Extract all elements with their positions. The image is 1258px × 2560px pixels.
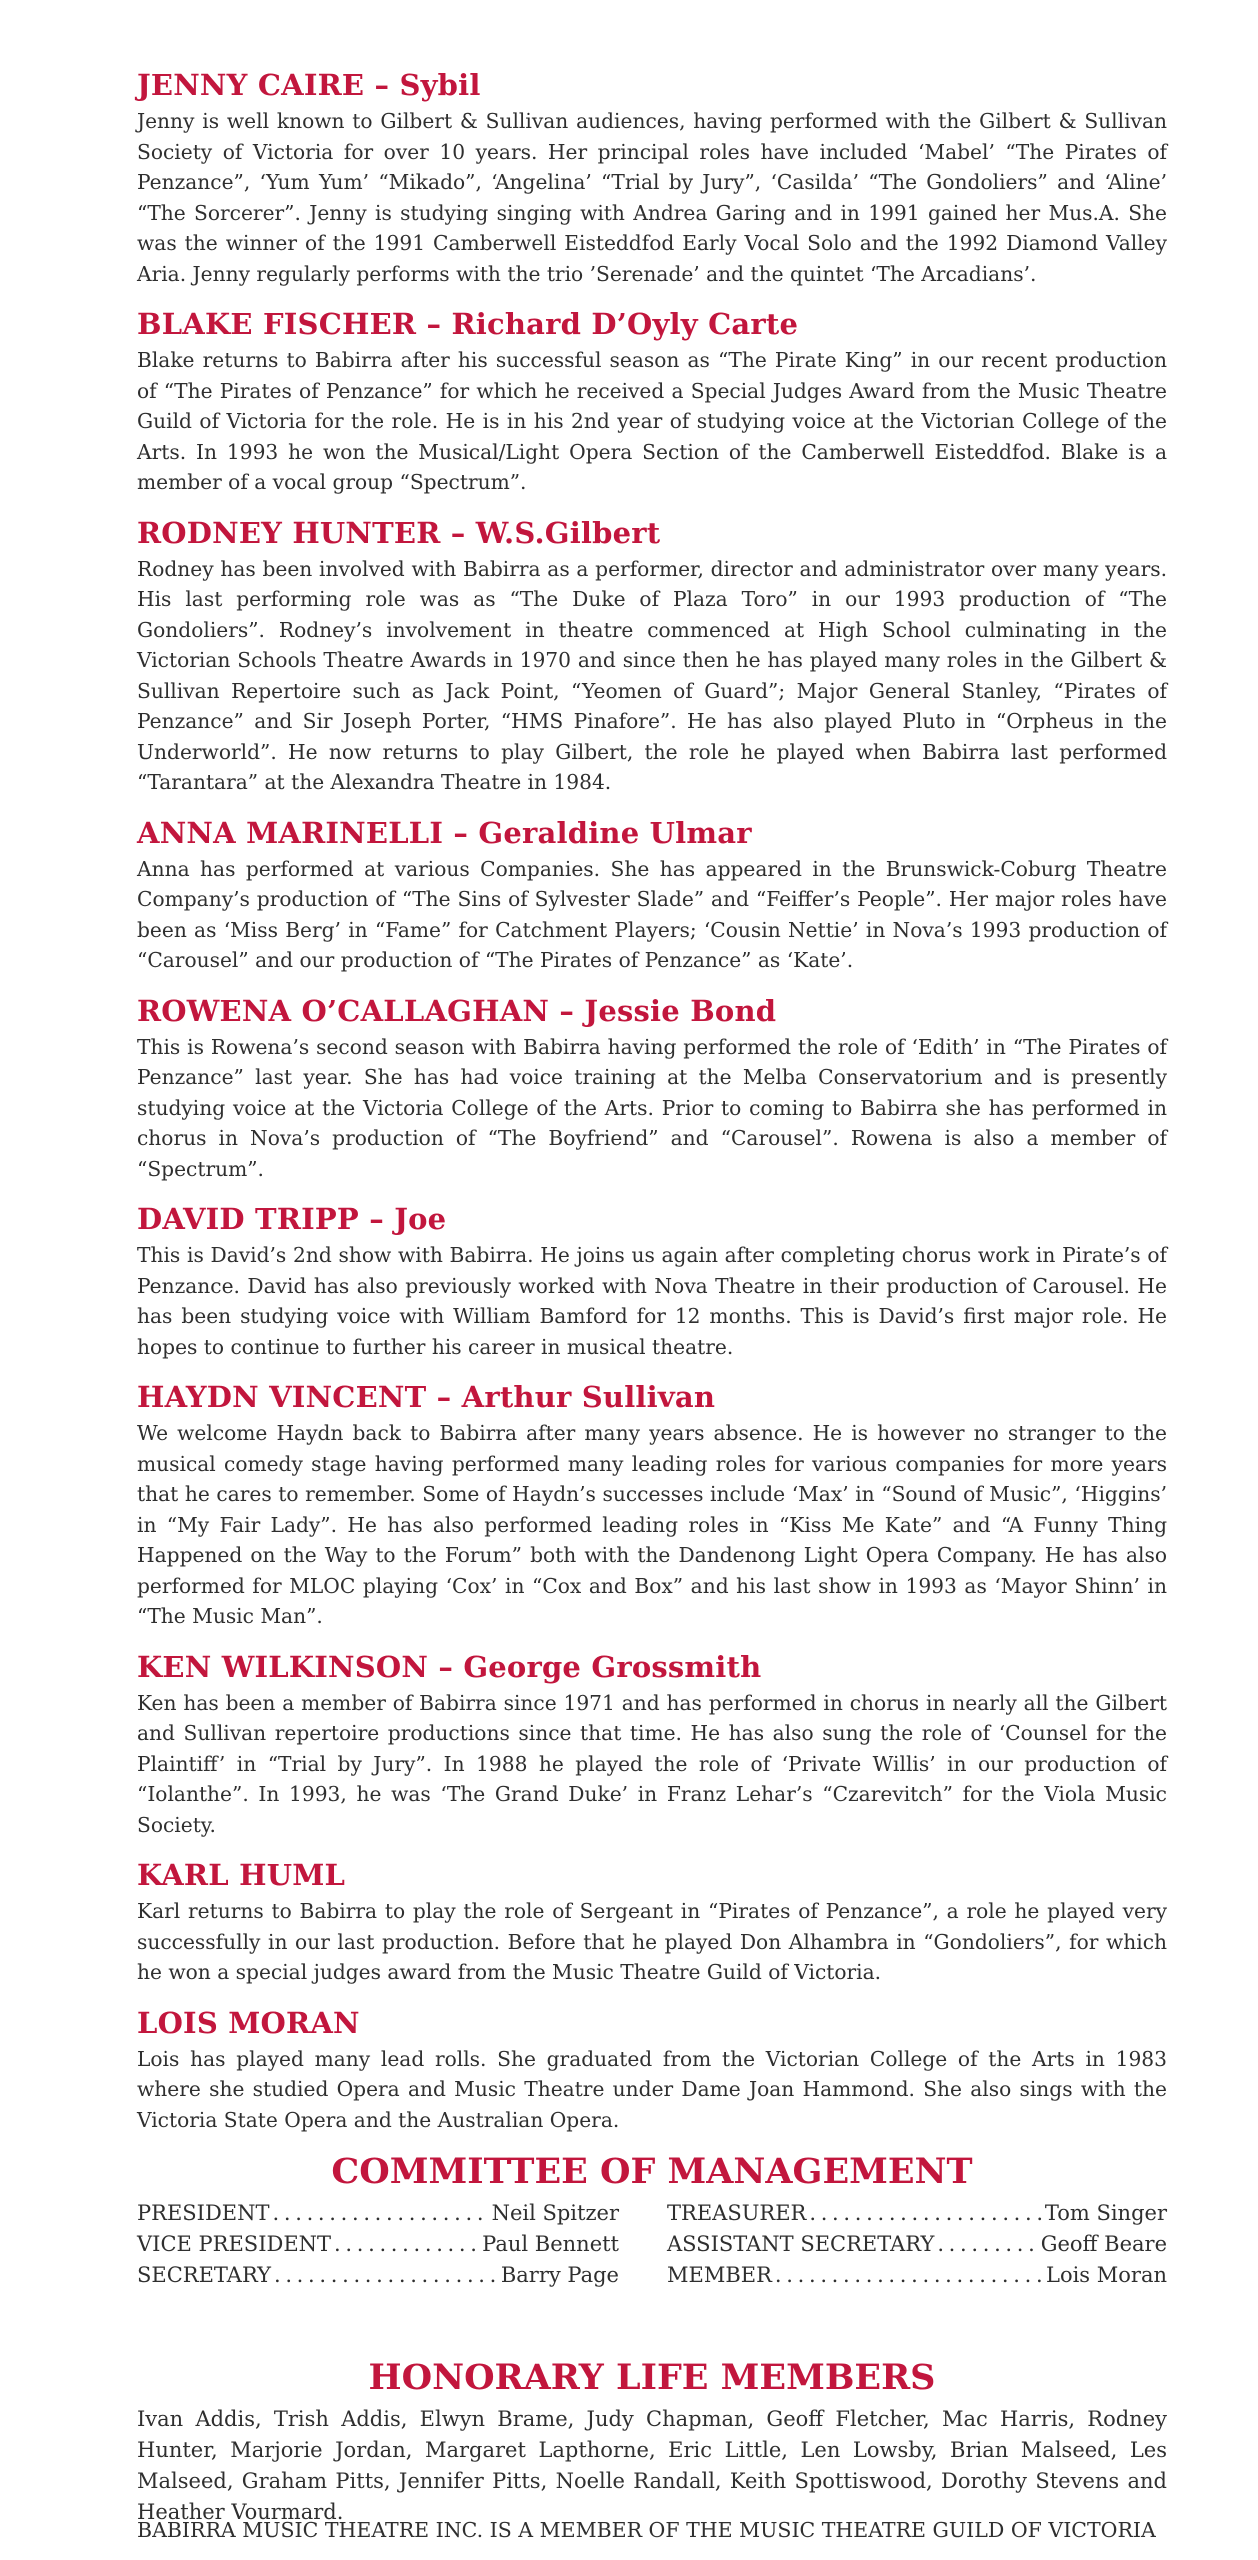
bio-heading: LOIS MORAN (137, 2005, 360, 2040)
bio-jenny-caire (137, 66, 1167, 289)
bio-heading: HAYDN VINCENT – Arthur Sullivan (137, 1380, 716, 1414)
honorary-title: HONORARY LIFE MEMBERS (368, 2357, 936, 2398)
honorary-life-members (137, 2356, 1167, 2528)
leader-dots (809, 2198, 1041, 2229)
bio-heading: BLAKE FISCHER – Richard D’Oyly Carte (137, 307, 799, 341)
bio-text: Rodney has been involved with Babirra as a performer, director and administrator over many years. His last performing role was as “The Duke of Plaza Toro” in our 1993 production of “The Gondoliers”. Rodney’s involvement in theatre commenced at High School culminating in the Victorian Schools Theatre Awards in 1970 and since then he has played many roles in the Gilbert & Sullivan Repertoire such as Jack Point, “Yeomen of Guard”; Major General Stanley, “Pirates of Penzance” and Sir Joseph Porter, “HMS Pinafore”. He has also played Pluto in “Orpheus in the Underworld”. He now returns to play Gilbert, the role he played when Babirra last performed “Tarantara” at the Alexandra Theatre in 1984. (137, 556, 1167, 794)
committee-column-left (137, 2198, 619, 2291)
leader-dots (937, 2229, 1037, 2260)
committee-row (667, 2260, 1167, 2291)
bio-heading: ROWENA O’CALLAGHAN – Jessie Bond (137, 993, 777, 1028)
bio-heading: DAVID TRIPP – Joe (137, 1202, 447, 1236)
committee-row (137, 2229, 619, 2260)
committee-title: COMMITTEE OF MANAGEMENT (331, 2151, 973, 2192)
bio-heading: JENNY CAIRE – Sybil (137, 68, 481, 102)
leader-dots (274, 2260, 498, 2291)
bio-text: Jenny is well known to Gilbert & Sullivan audiences, having performed with the Gilbert & Sullivan Society of Victoria for over 10 years. Her principal roles have included ‘Mabel’ “The Pirates of Penzance”, ‘Yum Yum’ “Mikado”, ‘Angelina’ “Trial by Jury”, ‘Casilda’ “The Gondoliers” and ‘Aline’ “The Sorcerer”. Jenny is studying singing with Andrea Garing and in 1991 gained her Mus.A. She was the winner of the 1991 Camberwell Eisteddfod Early Vocal Solo and the 1992 Diamond Valley Aria. Jenny regularly performs with the trio ’Serenade’ and the quintet ‘The Arcadians’. (137, 109, 1167, 286)
committee-member-name: Neil Spitzer (491, 2201, 619, 2225)
bio-text: Anna has performed at various Companies. She has appeared in the Brunswick-Coburg Theatre Company’s production of “The Sins of Sylvester Slade” and “Feiffer’s People”. Her major roles have been as ‘Miss Berg’ in “Fame” for Catchment Players; ‘Cousin Nettie’ in Nova’s 1993 production of “Carousel” and our production of “The Pirates of Penzance” as ‘Kate’. (137, 856, 1167, 972)
committee-role: MEMBER (667, 2263, 772, 2287)
leader-dots (334, 2229, 479, 2260)
committee-role: SECRETARY (137, 2263, 271, 2287)
bio-heading: KEN WILKINSON – George Grossmith (137, 1649, 762, 1684)
bio-heading: KARL HUML (137, 1858, 346, 1892)
committee-grid (137, 2198, 1167, 2291)
committee-role: VICE PRESIDENT (137, 2232, 332, 2256)
committee-role: ASSISTANT SECRETARY (667, 2232, 935, 2256)
leader-dots (775, 2260, 1043, 2291)
committee-member-name: Geoff Beare (1040, 2232, 1167, 2256)
bio-text: Karl returns to Babirra to play the role of Sergeant in “Pirates of Penzance”, a role he played very successfully in our last production. Before that he played Don Alhambra in “Gondoliers”, for which he won a special judges award from the Music Theatre Guild of Victoria. (137, 1899, 1167, 1984)
committee-role: PRESIDENT (137, 2201, 270, 2225)
committee-row (667, 2229, 1167, 2260)
committee-row (667, 2198, 1167, 2229)
committee-row (137, 2260, 619, 2291)
committee-column-right (667, 2198, 1167, 2291)
committee-member-name: Lois Moran (1046, 2263, 1167, 2287)
bio-haydn-vincent (137, 1378, 1167, 1632)
bio-blake-fischer (137, 305, 1167, 498)
bio-heading: ANNA MARINELLI – Geraldine Ulmar (137, 815, 752, 850)
bio-heading: RODNEY HUNTER – W.S.Gilbert (137, 515, 661, 550)
committee-row (137, 2198, 619, 2229)
committee-member-name: Tom Singer (1044, 2201, 1167, 2225)
bio-text: This is Rowena’s second season with Babirra having performed the role of ‘Edith’ in “The Pirates of Penzance” last year. She has had voice training at the Melba Conservatorium and is presently studying voice at the Victoria College of the Arts. Prior to coming to Babirra she has performed in chorus in Nova’s production of “The Boyfriend” and “Carousel”. Rowena is also a member of “Spectrum”. (137, 1034, 1167, 1181)
bio-text: Ken has been a member of Babirra since 1971 and has performed in chorus in nearly all the Gilbert and Sullivan repertoire productions since that time. He has also sung the role of ‘Counsel for the Plaintiff’ in “Trial by Jury”. In 1988 he played the role of ‘Private Willis’ in our production of “Iolanthe”. In 1993, he was ‘The Grand Duke’ in Franz Lehar’s “Czarevitch” for the Viola Music Society. (137, 1690, 1167, 1837)
honorary-members-list: Ivan Addis, Trish Addis, Elwyn Brame, Judy Chapman, Geoff Fletcher, Mac Harris, Rodney Hunter, Marjorie Jordan, Margaret Lapthorne, Eric Little, Len Lowsby, Brian Malseed, Les Malseed, Graham Pitts, Jennifer Pitts, Noelle Randall, Keith Spottiswood, Dorothy Stevens and Heather Vourmard. (137, 2407, 1167, 2524)
committee-of-management (137, 2150, 1167, 2291)
bio-ken-wilkinson (137, 1648, 1167, 1841)
bio-david-tripp (137, 1200, 1167, 1362)
cast-biographies (137, 66, 1167, 2151)
committee-member-name: Barry Page (500, 2263, 619, 2287)
bio-rodney-hunter (137, 514, 1167, 798)
guild-membership-note: BABIRRA MUSIC THEATRE INC. IS A MEMBER OF THE MUSIC THEATRE GUILD OF VICTORIA (137, 2518, 1156, 2542)
bio-rowena-ocallaghan (137, 992, 1167, 1185)
leader-dots (273, 2198, 489, 2229)
bio-karl-huml (137, 1856, 1167, 1988)
committee-role: TREASURER (667, 2201, 807, 2225)
bio-lois-moran (137, 2004, 1167, 2136)
bio-text: This is David’s 2nd show with Babirra. He joins us again after completing chorus work in Pirate’s of Penzance. David has also previously worked with Nova Theatre in their production of Carousel. He has been studying voice with William Bamford for 12 months. This is David’s first major role. He hopes to continue to further his career in musical theatre. (137, 1243, 1167, 1359)
bio-text: Lois has played many lead rolls. She graduated from the Victorian College of the Arts in 1983 where she studied Opera and Music Theatre under Dame Joan Hammond. She also sings with the Victoria State Opera and the Australian Opera. (137, 2046, 1167, 2132)
bio-text: We welcome Haydn back to Babirra after many years absence. He is however no stranger to the musical comedy stage having performed many leading roles for various companies for more years that he cares to remember. Some of Haydn’s successes include ‘Max’ in “Sound of Music”, ‘Higgins’ in “My Fair Lady”. He has also performed leading roles in “Kiss Me Kate” and “A Funny Thing Happened on the Way to the Forum” both with the Dandenong Light Opera Company. He has also performed for MLOC playing ‘Cox’ in “Cox and Box” and his last show in 1993 as ‘Mayor Shinn’ in “The Music Man”. (137, 1421, 1167, 1628)
bio-anna-marinelli (137, 814, 1167, 976)
bio-text: Blake returns to Babirra after his successful season as “The Pirate King” in our recent production of “The Pirates of Penzance” for which he received a Special Judges Award from the Music Theatre Guild of Victoria for the role. He is in his 2nd year of studying voice at the Victorian College of the Arts. In 1993 he won the Musical/Light Opera Section of the Camberwell Eisteddfod. Blake is a member of a vocal group “Spectrum”. (137, 348, 1167, 494)
committee-member-name: Paul Bennett (482, 2232, 619, 2256)
